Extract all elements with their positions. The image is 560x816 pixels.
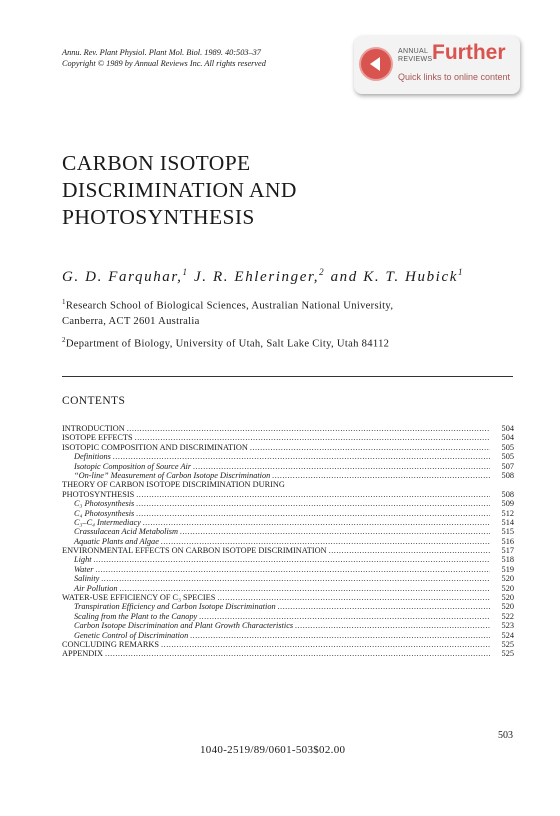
- author-sup: 2: [319, 267, 326, 277]
- toc-entry-page: 523: [501, 621, 514, 631]
- toc-entry-page: 517: [501, 546, 514, 556]
- toc-leader-dots: [136, 509, 490, 518]
- toc-entry: [62, 555, 514, 564]
- toc-entry: [62, 480, 514, 489]
- toc-entry-title: Salinity: [74, 574, 100, 584]
- annual-reviews-logo: [398, 48, 432, 64]
- toc-entry-page: 520: [501, 593, 514, 603]
- toc-entry-page: 509: [501, 499, 514, 509]
- journal-citation: [62, 47, 266, 69]
- toc-leader-dots: [190, 631, 490, 640]
- toc-leader-dots: [180, 527, 490, 536]
- toc-leader-dots: [250, 443, 490, 452]
- toc-entry-title: Isotopic Composition of Source Air: [74, 461, 192, 471]
- toc-entry: [62, 527, 514, 536]
- play-triangle-icon: [361, 49, 391, 79]
- toc-entry: [62, 443, 514, 452]
- affiliation-line: Department of Biology, University of Utah, Salt Lake City, Utah 84112: [65, 338, 390, 350]
- toc-entry-title: Carbon Isotope Discrimination and Plant Growth Characteristics: [74, 621, 294, 631]
- toc-leader-dots: [199, 612, 490, 621]
- toc-leader-dots: [94, 555, 490, 564]
- toc-entry-title: Water: [74, 564, 94, 574]
- affiliation-1: [62, 295, 393, 329]
- toc-leader-dots: [143, 518, 490, 527]
- table-of-contents: [62, 424, 514, 659]
- affiliation-sup: 2: [62, 336, 66, 344]
- toc-entry-page: 505: [501, 452, 514, 462]
- toc-entry: [62, 574, 514, 583]
- toc-entry: [62, 452, 514, 461]
- toc-entry-title: C₃ Photosynthesis: [74, 499, 135, 509]
- toc-entry-title: Scaling from the Plant to the Canopy: [74, 611, 198, 621]
- toc-leader-dots: [105, 649, 490, 658]
- toc-entry: [62, 631, 514, 640]
- author-sup: 1: [182, 267, 189, 277]
- toc-entry-page: 520: [501, 602, 514, 612]
- toc-leader-dots: [101, 574, 490, 583]
- toc-entry-page: 519: [501, 564, 514, 574]
- toc-entry-page: 507: [501, 461, 514, 471]
- toc-leader-dots: [278, 602, 490, 611]
- toc-entry-page: 520: [501, 583, 514, 593]
- author-sup: 1: [457, 267, 465, 277]
- toc-leader-dots: [136, 499, 490, 508]
- article-title: [62, 150, 297, 231]
- toc-entry-title: THEORY OF CARBON ISOTOPE DISCRIMINATION DURING: [62, 480, 285, 490]
- toc-leader-dots: [136, 490, 490, 499]
- title-line-3: PHOTOSYNTHESIS: [62, 205, 255, 229]
- page-number: 503: [498, 730, 513, 741]
- toc-entry: [62, 584, 514, 593]
- toc-entry-title: ISOTOPIC COMPOSITION AND DISCRIMINATION: [62, 442, 248, 452]
- toc-entry-title: Crassulacean Acid Metabolism: [74, 527, 179, 537]
- brand-line-1: ANNUAL: [398, 48, 429, 55]
- toc-entry: [62, 424, 514, 433]
- toc-entry-title: Definitions: [74, 452, 111, 462]
- toc-entry: [62, 640, 514, 649]
- toc-entry-page: 524: [501, 630, 514, 640]
- toc-entry-title: CONCLUDING REMARKS: [62, 639, 160, 649]
- toc-leader-dots: [135, 433, 490, 442]
- toc-entry-page: 514: [501, 517, 514, 527]
- toc-entry-title: Aquatic Plants and Algae: [74, 536, 159, 546]
- brand-line-2: REVIEWS: [398, 56, 433, 63]
- toc-entry-title: ENVIRONMENTAL EFFECTS ON CARBON ISOTOPE DISCRIMINATION: [62, 546, 327, 556]
- copyright-line: Copyright © 1989 by Annual Reviews Inc. All rights reserved: [62, 59, 266, 68]
- toc-entry-title: PHOTOSYNTHESIS: [62, 489, 135, 499]
- toc-entry: [62, 471, 514, 480]
- toc-entry: [62, 509, 514, 518]
- toc-entry-page: 520: [501, 574, 514, 584]
- author-farquhar: G. D. Farquhar,: [62, 269, 183, 285]
- toc-leader-dots: [96, 565, 490, 574]
- author-hubick: and K. T. Hubick: [325, 269, 458, 285]
- toc-entry-page: 504: [501, 433, 514, 443]
- toc-entry-page: 516: [501, 536, 514, 546]
- affiliation-line: Research School of Biological Sciences, Australian National University,: [65, 300, 394, 312]
- title-line-1: CARBON ISOTOPE: [62, 151, 251, 175]
- toc-entry-title: Transpiration Efficiency and Carbon Isotope Discrimination: [74, 602, 276, 612]
- toc-entry-page: 518: [501, 555, 514, 565]
- toc-leader-dots: [120, 584, 490, 593]
- toc-entry: [62, 621, 514, 630]
- toc-entry: [62, 649, 514, 658]
- toc-entry: [62, 537, 514, 546]
- quick-links-text: Quick links to online content: [398, 72, 511, 82]
- further-banner[interactable]: [354, 36, 520, 94]
- toc-entry-page: 508: [501, 489, 514, 499]
- affiliation-line: Canberra, ACT 2601 Australia: [62, 315, 200, 327]
- toc-entry: [62, 518, 514, 527]
- toc-leader-dots: [272, 471, 490, 480]
- article-code: 1040-2519/89/0601-503$02.00: [200, 744, 346, 756]
- title-line-2: DISCRIMINATION AND: [62, 178, 297, 202]
- contents-heading: CONTENTS: [62, 395, 126, 407]
- toc-entry-title: Air Pollution: [74, 583, 118, 593]
- toc-entry-title: C₃–C₄ Intermediacy: [74, 517, 141, 527]
- toc-entry-page: 522: [501, 611, 514, 621]
- toc-entry: [62, 593, 514, 602]
- toc-entry: [62, 565, 514, 574]
- toc-entry-title: Genetic Control of Discrimination: [74, 630, 189, 640]
- toc-leader-dots: [161, 640, 490, 649]
- toc-entry: [62, 612, 514, 621]
- toc-entry-title: C₄ Photosynthesis: [74, 508, 135, 518]
- toc-leader-dots: [127, 424, 490, 433]
- further-label: Further: [432, 41, 506, 64]
- toc-leader-dots: [193, 462, 490, 471]
- toc-entry: [62, 462, 514, 471]
- journal-citation-line: Annu. Rev. Plant Physiol. Plant Mol. Biol. 1989. 40:503–37: [62, 48, 261, 57]
- toc-entry-page: 504: [501, 424, 514, 433]
- section-divider: [62, 376, 513, 377]
- toc-leader-dots: [329, 546, 490, 555]
- toc-entry-page: 525: [501, 639, 514, 649]
- affiliation-sup: 1: [62, 298, 66, 306]
- toc-entry-title: WATER-USE EFFICIENCY OF C₃ SPECIES: [62, 593, 216, 603]
- toc-entry-page: 512: [501, 508, 514, 518]
- toc-entry-page: 505: [501, 442, 514, 452]
- toc-entry: [62, 602, 514, 611]
- toc-entry-page: 525: [501, 649, 514, 659]
- toc-leader-dots: [217, 593, 490, 602]
- toc-entry-title: INTRODUCTION: [62, 424, 125, 433]
- author-list: [62, 267, 464, 286]
- toc-entry: [62, 433, 514, 442]
- toc-entry-title: APPENDIX: [62, 649, 104, 659]
- toc-entry: [62, 546, 514, 555]
- author-ehleringer: J. R. Ehleringer,: [188, 269, 320, 285]
- toc-entry: [62, 499, 514, 508]
- toc-entry: [62, 490, 514, 499]
- toc-entry-page: 508: [501, 470, 514, 480]
- toc-entry-title: Light: [74, 555, 92, 565]
- toc-entry-title: ISOTOPE EFFECTS: [62, 433, 133, 443]
- toc-leader-dots: [295, 621, 490, 630]
- toc-entry-title: “On-line” Measurement of Carbon Isotope Discrimination: [74, 470, 271, 480]
- toc-entry-page: 515: [501, 527, 514, 537]
- toc-leader-dots: [113, 452, 490, 461]
- toc-leader-dots: [161, 537, 490, 546]
- affiliation-2: [62, 333, 389, 352]
